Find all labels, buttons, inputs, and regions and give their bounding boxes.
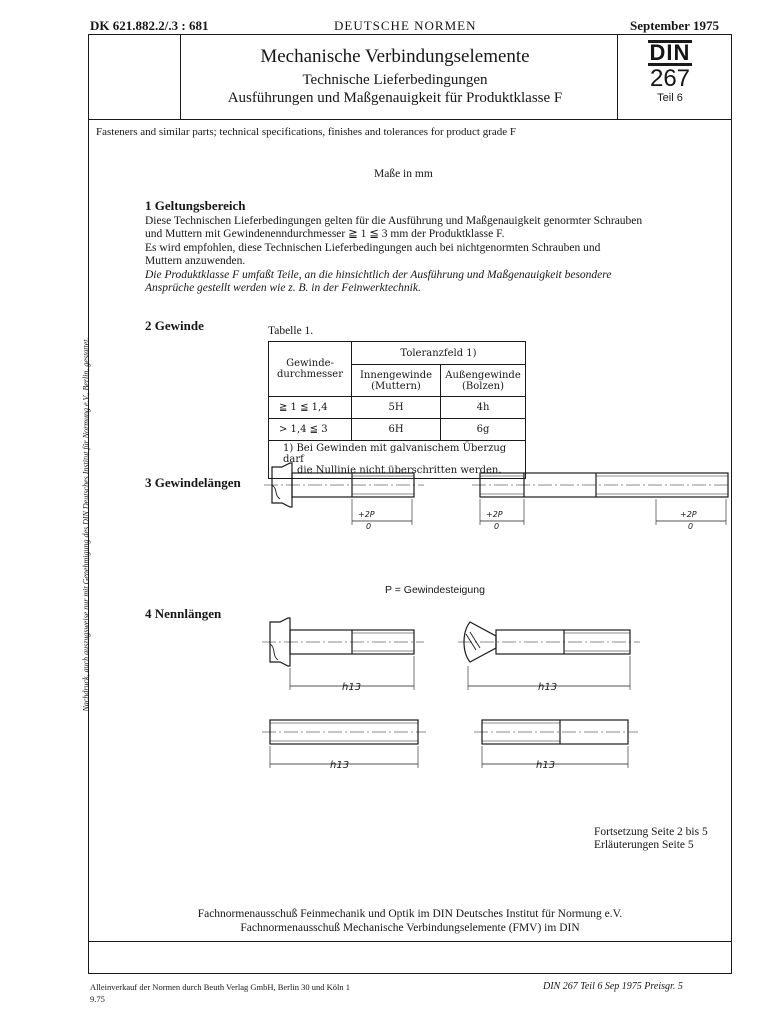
dim-zero-2: 0 <box>494 522 500 531</box>
thread-length-drawings <box>260 455 730 595</box>
section-1-para-2a: Es wird empfohlen, diese Technischen Lieferbedingungen auch bei nichtgenormten Schrauben und <box>145 242 601 254</box>
table-header-aussengewinde <box>441 365 526 397</box>
footnote-line-1: 1) Bei Gewinden mit galvanischem Überzug darf <box>283 443 507 465</box>
section-1-para-3b: Ansprüche gestellt werden wie z. B. in der Feinwerktechnik. <box>145 282 421 294</box>
row-2-aussen: 6g <box>441 419 526 441</box>
table-header-toleranzfeld: Toleranzfeld 1) <box>352 342 526 365</box>
footer-publisher: Alleinverkauf der Normen durch Beuth Verlag GmbH, Berlin 30 und Köln 1 <box>90 982 350 992</box>
header-deutsche-normen: DEUTSCHE NORMEN <box>334 18 477 33</box>
committee-line-1: Fachnormenausschuß Feinmechanik und Optik im DIN Deutsches Institut für Normung e.V. <box>197 908 623 920</box>
section-1-para-2b: Muttern anzuwenden. <box>145 255 246 267</box>
committee-line-2: Fachnormenausschuß Mechanische Verbindungselemente (FMV) im DIN <box>240 922 580 934</box>
section-4-heading: 4 Nennlängen <box>145 606 222 621</box>
table-header-innengewinde <box>352 365 441 397</box>
units-note: Maße in mm <box>374 168 433 180</box>
dk-classification: DK 621.882.2/.3 : 681 <box>90 18 209 33</box>
dim-h13-2: h13 <box>538 682 558 693</box>
row-1-diameter: ≧ 1 ≦ 1,4 <box>269 397 352 419</box>
footer-din-reference: DIN 267 Teil 6 Sep 1975 Preisgr. 5 <box>543 981 683 992</box>
document-subtitle-2: Ausführungen und Maßgenauigkeit für Produktklasse F <box>227 90 563 106</box>
nominal-length-drawings <box>260 612 730 782</box>
dim-h13-3: h13 <box>330 760 350 771</box>
din-number: 267 <box>649 65 691 92</box>
table-row <box>269 397 526 419</box>
document-subtitle-1: Technische Lieferbedingungen <box>302 72 488 88</box>
continuation-line-2: Erläuterungen Seite 5 <box>594 839 694 851</box>
row-2-diameter: > 1,4 ≦ 3 <box>269 419 352 441</box>
din-logo: DIN <box>649 40 691 65</box>
header-innen-line-1: Innengewinde <box>359 369 433 381</box>
title-separator-right <box>617 34 618 120</box>
row-1-aussen: 4h <box>441 397 526 419</box>
dim-label-3: +2P <box>680 510 697 519</box>
table-caption: Tabelle 1. <box>268 325 314 337</box>
footer-print-date: 9.75 <box>90 994 105 1004</box>
din-teil: Teil 6 <box>657 92 683 104</box>
header-diameter-line-2: durchmesser <box>276 369 344 380</box>
dim-label-2: +2P <box>486 510 503 519</box>
dim-zero-1: 0 <box>366 522 372 531</box>
table-header-diameter <box>269 342 352 397</box>
dim-h13-4: h13 <box>536 760 556 771</box>
english-title: Fasteners and similar parts; technical specifications, finishes and tolerances for product grade F <box>96 126 517 138</box>
section-1-para-1b: und Muttern mit Gewindenenndurchmesser ≧ 1 ≦ 3 mm der Produktklasse F. <box>145 228 505 240</box>
footnote-line-2: die Nullinie nicht überschritten werden. <box>297 465 502 476</box>
din-logo-block <box>622 40 718 104</box>
row-1-innen: 5H <box>352 397 441 419</box>
side-copyright-note: Nachdruck, auch auszugsweise nur mit Genehmigung des DIN Deutsches Institut für Normung e.V., Berlin, gestattet. <box>81 337 91 712</box>
dim-h13-1: h13 <box>342 682 362 693</box>
section-1-para-1a: Diese Technischen Lieferbedingungen gelten für die Ausführung und Maßgenauigkeit genormter Schrauben <box>145 215 643 227</box>
thread-pitch-caption: P = Gewindesteigung <box>385 584 485 596</box>
header-aussen-line-1: Außengewinde <box>445 369 521 381</box>
section-1-para-3a: Die Produktklasse F umfaßt Teile, an die hinsichtlich der Ausführung und Maßgenauigkeit besondere <box>145 269 612 281</box>
document-title: Mechanische Verbindungselemente <box>260 46 530 67</box>
header-innen-line-2: (Muttern) <box>371 380 421 392</box>
continuation-line-1: Fortsetzung Seite 2 bis 5 <box>594 826 708 838</box>
section-2-heading: 2 Gewinde <box>145 318 204 333</box>
header-aussen-line-2: (Bolzen) <box>462 380 504 392</box>
row-2-innen: 6H <box>352 419 441 441</box>
table-row <box>269 419 526 441</box>
section-3-heading: 3 Gewindelängen <box>145 475 241 490</box>
section-1-heading: 1 Geltungsbereich <box>145 198 246 213</box>
dim-zero-3: 0 <box>688 522 694 531</box>
header-diameter-line-1: Gewinde- <box>286 358 334 369</box>
header-date: September 1975 <box>630 18 719 33</box>
committee-divider <box>88 941 732 942</box>
dim-label-1: +2P <box>358 510 375 519</box>
